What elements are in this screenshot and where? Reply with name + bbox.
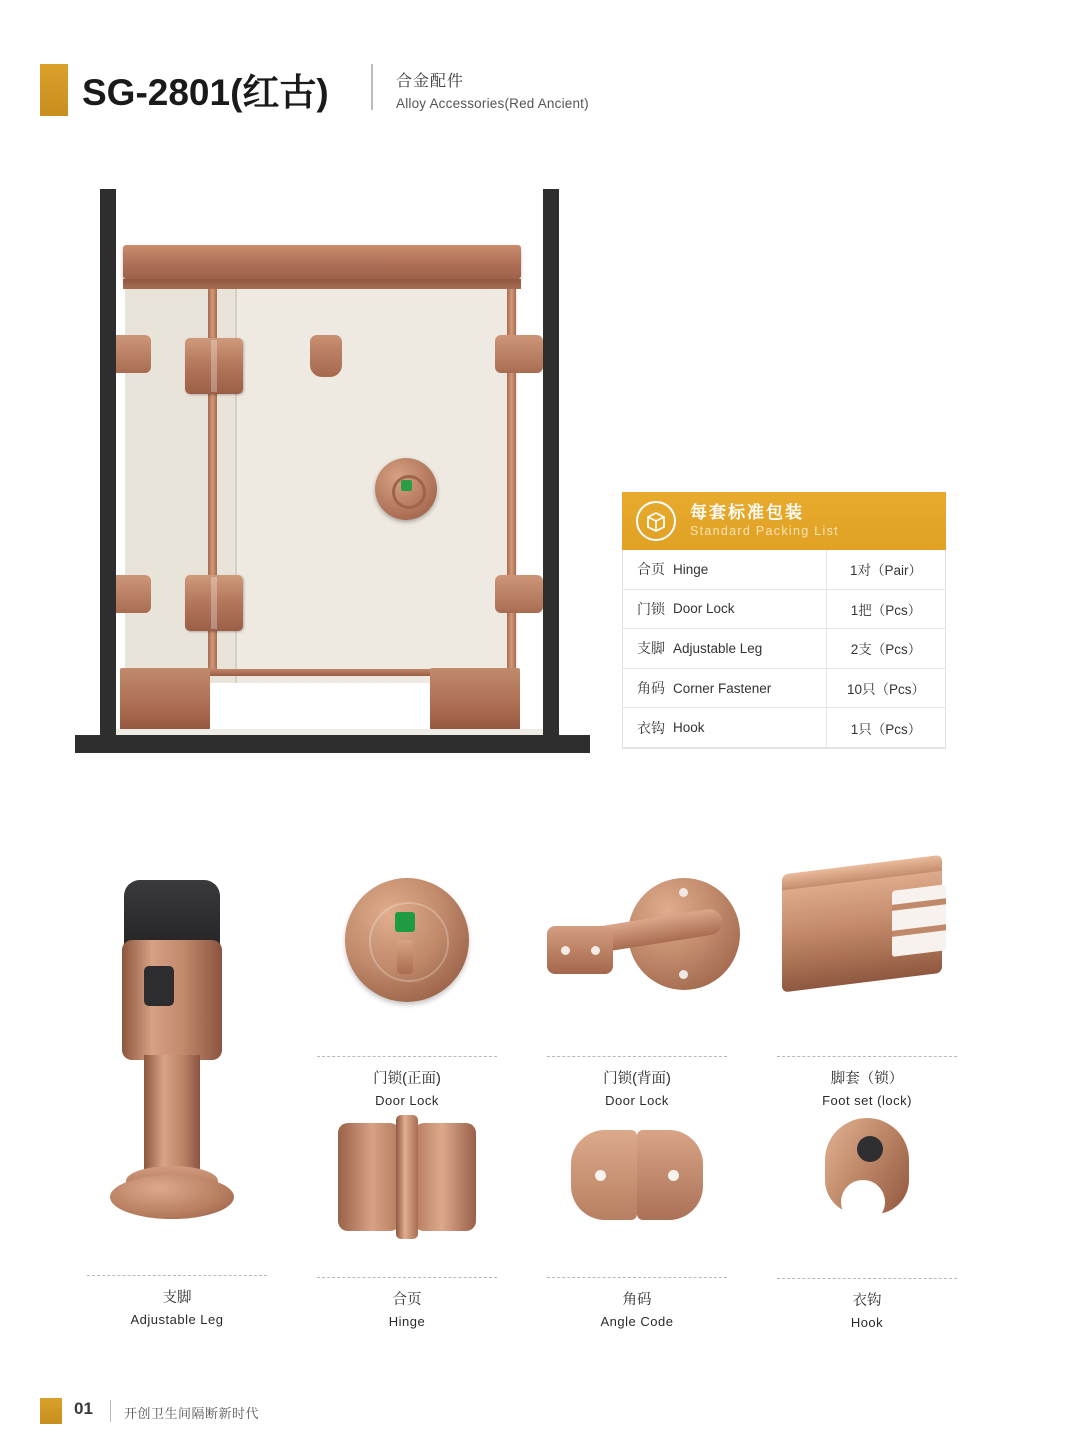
packing-item-name-cn: 衣钩 xyxy=(637,719,665,736)
packing-item-name xyxy=(623,629,827,668)
part-card-adjustable-leg xyxy=(72,1275,282,1329)
part-card-angle-code xyxy=(532,1130,742,1331)
part-image-adjustable-leg xyxy=(82,880,272,1280)
packing-item-qty: 2支（Pcs） xyxy=(850,642,922,658)
table-row xyxy=(623,590,945,630)
hero-post-left xyxy=(100,189,116,739)
part-label-cn: 脚套（锁） xyxy=(830,1071,904,1087)
part-label-en: Hook xyxy=(850,1314,884,1330)
part-divider xyxy=(777,1278,957,1279)
hinge-leaf-right xyxy=(414,1123,476,1231)
hero-foot-left xyxy=(120,668,210,730)
part-divider xyxy=(87,1275,267,1276)
part-label-en: Door Lock xyxy=(375,1092,439,1108)
angle-code-hole-right-icon xyxy=(668,1170,679,1181)
packing-item-qty: 10只（Pcs） xyxy=(846,682,926,698)
packing-list xyxy=(622,492,946,749)
table-row xyxy=(623,669,945,709)
footer-accent-bar xyxy=(40,1398,62,1424)
footer-tagline: 开创卫生间隔断新时代 xyxy=(124,1406,260,1421)
hero-foot-right xyxy=(430,668,520,730)
lock-indicator-icon xyxy=(395,912,415,932)
hero-floor-line xyxy=(75,735,590,753)
part-label-en: Adjustable Leg xyxy=(130,1311,224,1327)
packing-item-name-en: Corner Fastener xyxy=(673,680,772,696)
table-row xyxy=(623,708,945,748)
subtitle-cn: 合金配件 xyxy=(396,73,465,90)
hero-door-lock xyxy=(375,458,437,520)
part-image-angle-code xyxy=(571,1130,703,1225)
part-image-door-lock-front xyxy=(345,878,469,1002)
plate-hole-right-icon xyxy=(591,946,600,955)
lock-screw-bottom-icon xyxy=(679,970,688,979)
page-number: 01 xyxy=(74,1399,93,1418)
hero-corner-fastener-bottom-right xyxy=(495,575,543,613)
hero-product-image xyxy=(75,183,590,753)
packing-item-name-cn: 门锁 xyxy=(637,600,665,617)
packing-title-cn: 每套标准包装 xyxy=(690,503,804,523)
hinge-leaf-left xyxy=(338,1123,400,1231)
hero-post-right xyxy=(543,189,559,739)
part-label-cn: 支脚 xyxy=(162,1290,192,1306)
table-row xyxy=(623,550,945,590)
part-label-cn: 合页 xyxy=(392,1292,422,1308)
hero-top-rail-shadow xyxy=(123,279,521,289)
hero-corner-fastener-top-right xyxy=(495,335,543,373)
packing-item-name-en: Door Lock xyxy=(673,601,735,617)
part-label-cn: 门锁(背面) xyxy=(603,1071,671,1087)
page-title: SG-2801(红古) xyxy=(82,72,329,113)
packing-item-name-en: Hinge xyxy=(673,561,709,577)
part-label-cn: 衣钩 xyxy=(852,1293,882,1309)
lock-strike-plate xyxy=(547,926,613,974)
header-accent-bar xyxy=(40,64,68,116)
packing-item-name xyxy=(623,550,827,589)
hook-hole-icon xyxy=(857,1136,883,1162)
lock-screw-top-icon xyxy=(679,888,688,897)
packing-item-qty: 1把（Pcs） xyxy=(850,602,922,618)
lock-turn-knob xyxy=(397,940,413,974)
part-divider xyxy=(777,1056,957,1057)
subtitle-en: Alloy Accessories(Red Ancient) xyxy=(396,96,589,111)
packing-item-qty: 1只（Pcs） xyxy=(850,721,922,737)
hero-hook xyxy=(310,335,342,377)
part-label-en: Angle Code xyxy=(600,1313,674,1329)
packing-item-name-en: Adjustable Leg xyxy=(673,640,763,656)
plate-hole-left-icon xyxy=(561,946,570,955)
hero-hinge-bottom xyxy=(185,575,243,631)
part-divider xyxy=(547,1277,727,1278)
foot-set-channel xyxy=(892,884,946,957)
packing-item-name-cn: 支脚 xyxy=(637,640,665,657)
part-image-door-lock-back xyxy=(535,878,740,1002)
part-card-hinge xyxy=(302,1115,512,1331)
packing-list-table xyxy=(622,550,946,749)
box-icon xyxy=(636,501,676,541)
packing-item-name xyxy=(623,590,827,629)
part-label-en: Hinge xyxy=(388,1313,426,1329)
leg-base-flange xyxy=(110,1175,234,1219)
part-card-foot-set xyxy=(762,864,972,1110)
packing-item-name-cn: 角码 xyxy=(637,680,665,697)
hook-cutout xyxy=(841,1180,885,1224)
packing-item-qty: 1对（Pair） xyxy=(849,563,922,579)
part-divider xyxy=(317,1056,497,1057)
packing-list-header xyxy=(622,492,946,550)
page-header xyxy=(0,58,1079,130)
packing-item-name xyxy=(623,669,827,708)
table-row xyxy=(623,629,945,669)
packing-item-name-en: Hook xyxy=(673,720,705,736)
lock-indicator-icon xyxy=(401,480,412,491)
page-footer xyxy=(0,1394,1079,1430)
packing-title-en: Standard Packing List xyxy=(690,523,839,538)
part-label-en: Foot set (lock) xyxy=(822,1092,912,1108)
part-card-hook xyxy=(762,1118,972,1332)
part-divider xyxy=(547,1056,727,1057)
part-label-cn: 门锁(正面) xyxy=(373,1071,441,1087)
leg-black-inset xyxy=(144,966,174,1006)
footer-divider xyxy=(110,1400,111,1422)
packing-item-name xyxy=(623,708,827,747)
hinge-pin xyxy=(396,1115,418,1239)
part-card-door-lock-front xyxy=(302,878,512,1110)
part-image-foot-set xyxy=(782,864,952,1014)
part-image-hook xyxy=(825,1118,909,1230)
angle-code-hole-left-icon xyxy=(595,1170,606,1181)
title-divider xyxy=(371,64,373,110)
hero-hinge-top xyxy=(185,338,243,394)
part-image-hinge xyxy=(332,1115,482,1239)
part-label-cn: 角码 xyxy=(622,1292,652,1308)
part-card-door-lock-back xyxy=(532,878,742,1110)
part-divider xyxy=(317,1277,497,1278)
hero-top-rail xyxy=(123,245,521,279)
part-label-en: Door Lock xyxy=(605,1092,669,1108)
packing-item-name-cn: 合页 xyxy=(637,561,665,578)
